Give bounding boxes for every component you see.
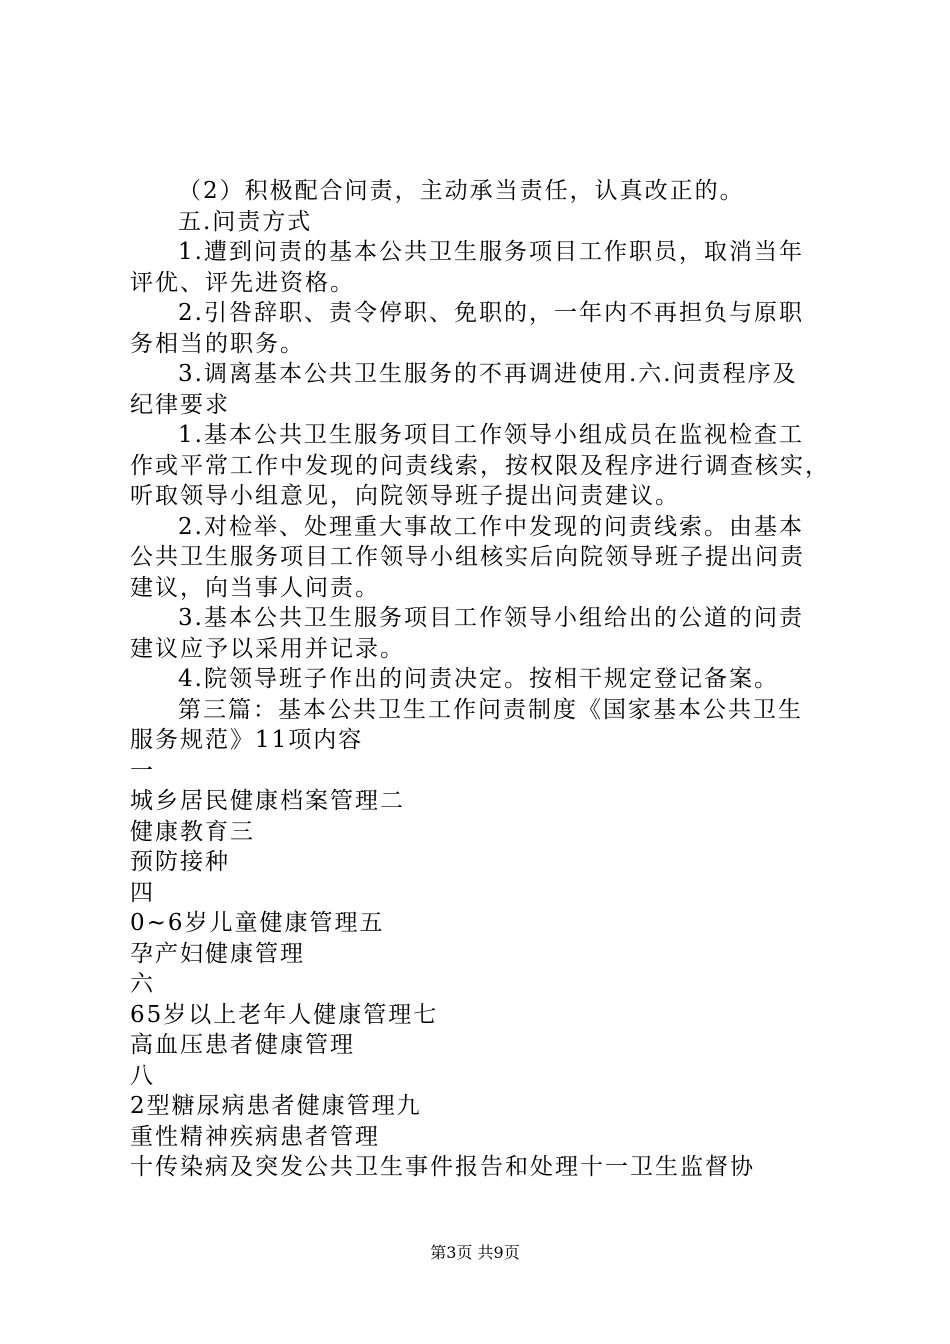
- page-footer: 第3页 共9页: [430, 1243, 520, 1262]
- text-line: 公共卫生服务项目工作领导小组核实后向院领导班子提出问责: [130, 544, 805, 570]
- text-line: 高血压患者健康管理: [130, 1032, 355, 1058]
- text-line: 2.引咎辞职、责令停职、免职的，一年内不再担负与原职: [178, 300, 804, 326]
- text-line: 健康教育三: [130, 818, 255, 845]
- text-line: 十传染病及突发公共卫生事件报告和处理十一卫生监督协: [130, 1154, 755, 1180]
- text-line: 2型糖尿病患者健康管理九: [130, 1093, 422, 1119]
- text-line: 2.对检举、处理重大事故工作中发现的问责线索。由基本: [178, 513, 804, 540]
- text-line: 3.基本公共卫生服务项目工作领导小组给出的公道的问责: [178, 605, 804, 631]
- text-line: 预防接种: [130, 849, 230, 875]
- text-line: 建议应予以采用并记录。: [130, 635, 405, 662]
- text-line: 服务规范》11项内容: [130, 727, 364, 753]
- text-line: 作或平常工作中发现的问责线索，按权限及程序进行调查核实，: [130, 452, 830, 479]
- text-line: 1.基本公共卫生服务项目工作领导小组成员在监视检查工: [178, 422, 804, 448]
- text-line: 评优、评先进资格。: [130, 269, 355, 296]
- text-line: 65岁以上老年人健康管理七: [130, 1001, 439, 1028]
- text-line: 四: [130, 879, 155, 906]
- text-line: 4.院领导班子作出的问责决定。按相干规定登记备案。: [178, 666, 779, 692]
- text-line: 0~6岁儿童健康管理五: [130, 910, 385, 936]
- text-line: 1.遭到问责的基本公共卫生服务项目工作职员，取消当年: [178, 239, 804, 265]
- text-line: （2）积极配合问责，主动承当责任，认真改正的。: [178, 178, 745, 204]
- text-line: 五.问责方式: [178, 208, 313, 235]
- text-line: 六: [130, 971, 155, 997]
- text-line: 3.调离基本公共卫生服务的不再调进使用.六.问责程序及: [178, 361, 798, 387]
- document-body: [130, 176, 838, 1183]
- text-line: 城乡居民健康档案管理二: [130, 788, 405, 814]
- text-line: 纪律要求: [130, 391, 230, 418]
- text-line: 一: [130, 757, 155, 784]
- text-line: 务相当的职务。: [130, 330, 305, 357]
- text-line: 听取领导小组意见，向院领导班子提出问责建议。: [130, 483, 680, 509]
- text-line: 重性精神疾病患者管理: [130, 1123, 380, 1150]
- text-line: 孕产妇健康管理: [130, 940, 305, 967]
- text-line: 八: [130, 1062, 155, 1089]
- text-line: 第三篇：基本公共卫生工作问责制度《国家基本公共卫生: [178, 696, 803, 723]
- text-line: 建议，向当事人问责。: [130, 574, 380, 601]
